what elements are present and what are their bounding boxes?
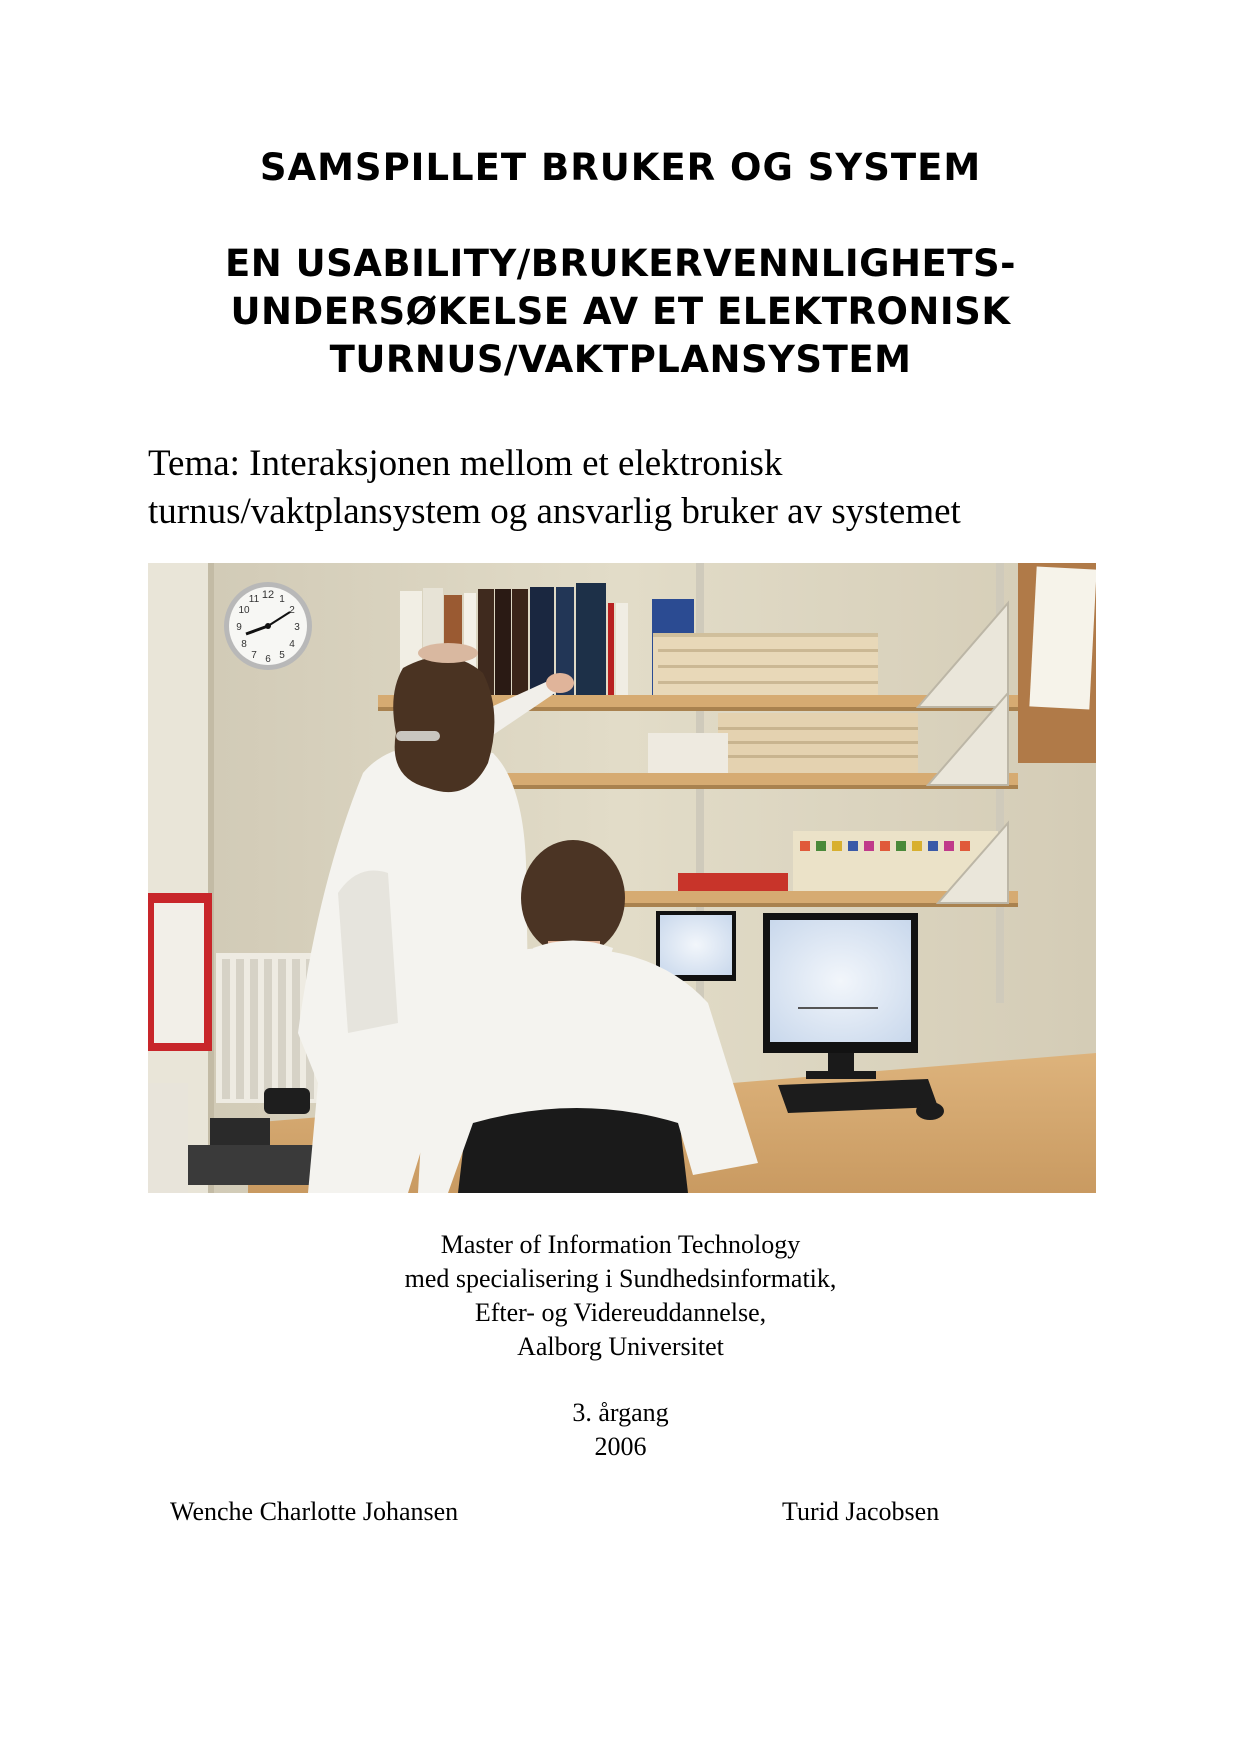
info-line: Aalborg Universitet — [517, 1332, 724, 1361]
document-title: SAMSPILLET BRUKER OG SYSTEM — [259, 146, 982, 189]
clock-numeral: 3 — [294, 622, 300, 633]
clock-numeral: 1 — [279, 594, 285, 605]
year-info — [0, 1396, 1241, 1464]
clock-numeral: 10 — [238, 605, 250, 616]
keyboard — [778, 1079, 938, 1113]
clock-numeral: 9 — [236, 622, 242, 633]
year: 2006 — [594, 1432, 647, 1461]
clock-numeral: 4 — [289, 639, 295, 650]
wall-clock — [224, 582, 312, 670]
theme-text — [148, 440, 1108, 536]
program-info — [0, 1228, 1241, 1364]
info-line: Efter- og Videreuddannelse, — [474, 1298, 767, 1327]
cover-photo — [148, 563, 1096, 1193]
subtitle-line: UNDERSØKELSE AV ET ELEKTRONISK — [230, 290, 1011, 333]
telephone — [264, 1088, 310, 1114]
paper-stack — [653, 633, 878, 695]
author-name: Wenche Charlotte Johansen — [170, 1497, 459, 1526]
subtitle-line: TURNUS/VAKTPLANSYSTEM — [329, 338, 912, 381]
theme-line: Tema: Interaksjonen mellom et elektronisk — [148, 443, 783, 484]
monitor-left — [656, 911, 736, 981]
clock-numeral: 5 — [279, 650, 285, 661]
year-class: 3. årgang — [572, 1398, 669, 1427]
subtitle-line: EN USABILITY/BRUKERVENNLIGHETS- — [224, 242, 1017, 285]
clock-numeral: 11 — [248, 594, 260, 605]
theme-line: turnus/vaktplansystem og ansvarlig bruker av systemet — [148, 491, 961, 532]
clock-numeral: 7 — [251, 650, 257, 661]
clock-numeral: 6 — [265, 654, 271, 665]
clock-numeral: 2 — [289, 605, 295, 616]
info-line: med specialisering i Sundhedsinformatik, — [404, 1264, 837, 1293]
author-name: Turid Jacobsen — [782, 1497, 940, 1526]
clock-numeral: 8 — [241, 639, 247, 650]
info-line: Master of Information Technology — [440, 1230, 801, 1259]
document-subtitle — [0, 240, 1241, 384]
mouse — [916, 1102, 944, 1120]
office-scene-illustration — [148, 563, 1096, 1193]
clock-numeral: 12 — [261, 589, 275, 601]
